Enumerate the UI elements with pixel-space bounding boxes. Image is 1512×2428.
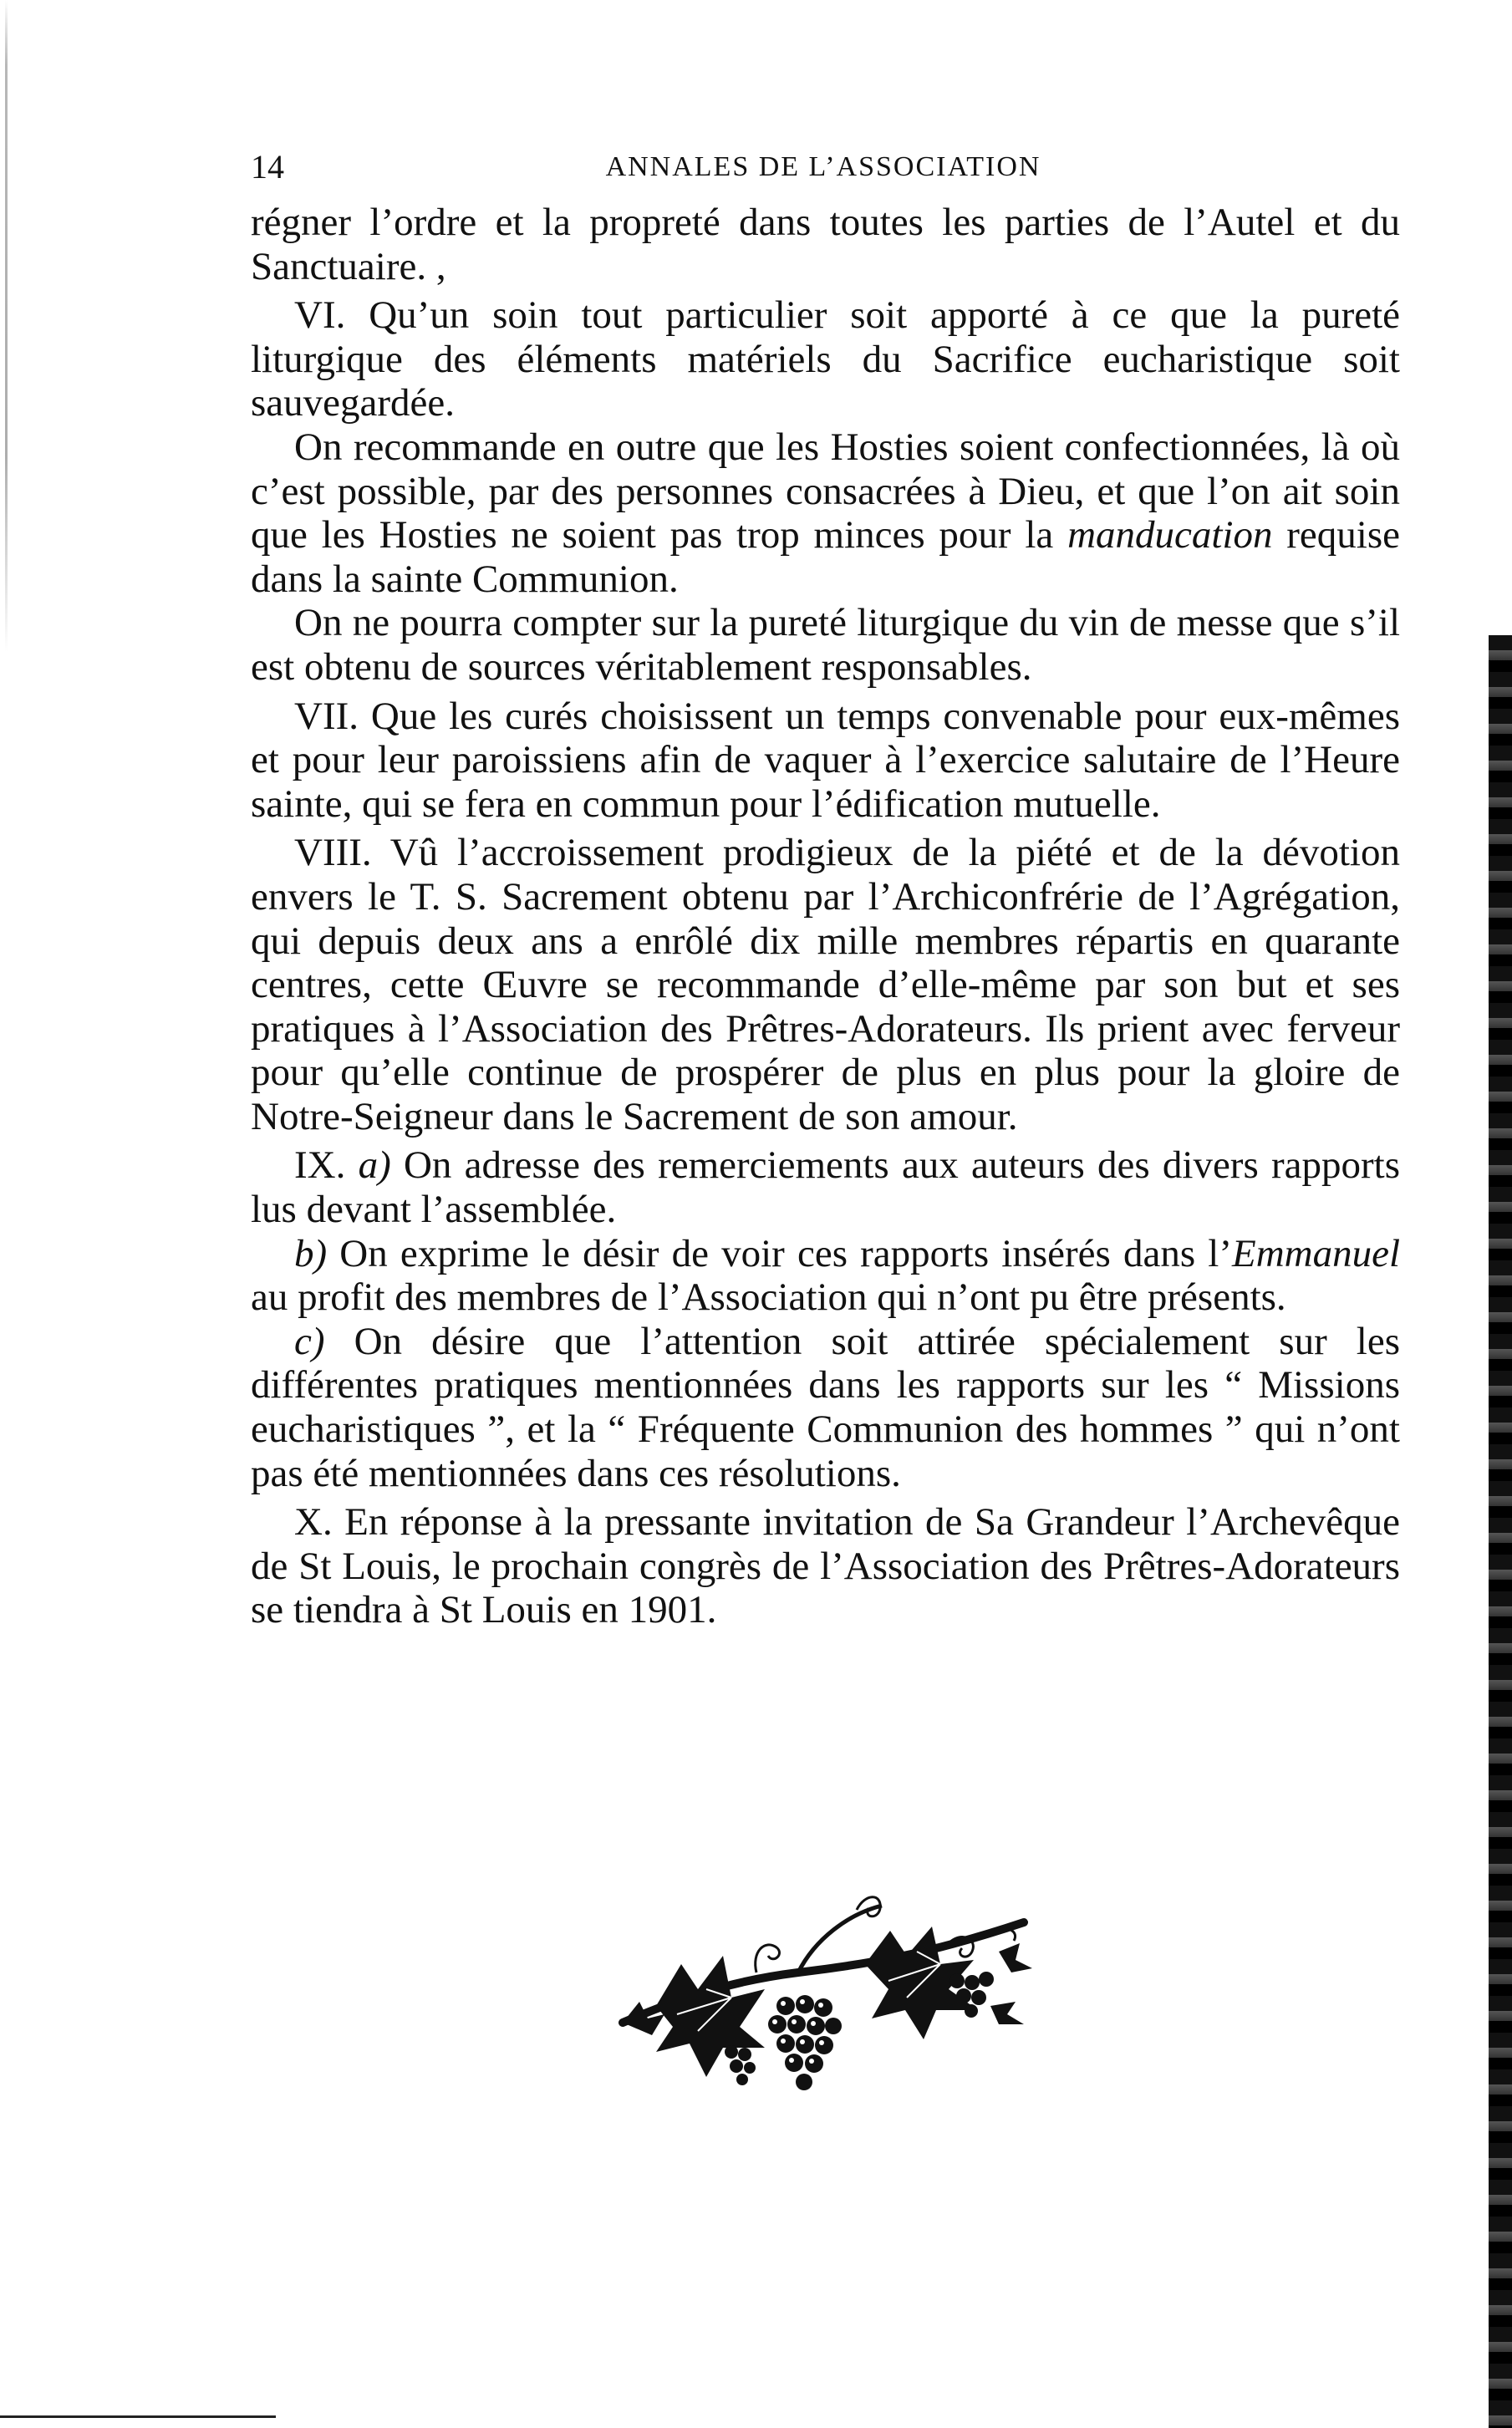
paragraph-text: VII. Que les curés choisissent un temps convenable pour eux-mêmes et pour leur paroissiens afin de vaquer à l’exercice salutaire de l’Heure sainte, qui se fera en commun pour l’édification mutuelle. (251, 694, 1400, 826)
paragraph-text: régner l’ordre et la propreté dans toutes les parties de l’Autel et du Sanctuaire. , (251, 201, 1400, 288)
paragraph-text: On ne pourra compter sur la pureté liturgique du vin de messe que s’il est obtenu de sources véritablement responsables. (251, 601, 1400, 689)
item-letter: c) (294, 1319, 325, 1363)
body-text (251, 201, 1400, 1632)
resolution-ix-a (251, 1143, 1400, 1231)
paragraph-hosties (251, 425, 1400, 601)
paragraph-text: IX. (294, 1143, 359, 1188)
italic-title: Emmanuel (1231, 1231, 1400, 1275)
item-letter: b) (294, 1231, 328, 1275)
paragraph-text: requise dans la sainte Communion. (251, 513, 1400, 601)
resolution-x (251, 1500, 1400, 1632)
paragraph-text: On adresse des remerciements aux auteurs des divers rapports lus devant l’assemblée. (251, 1143, 1400, 1232)
page-header (251, 142, 1396, 192)
bottom-rule (0, 2415, 276, 2418)
resolution-vii (251, 695, 1400, 827)
paragraph-vin (251, 601, 1400, 689)
resolution-vi (251, 293, 1400, 425)
item-letter: a) (358, 1143, 391, 1188)
paragraph-text: On exprime le désir de voir ces rapports insérés dans l’ (327, 1231, 1232, 1275)
paragraph-text: X. En réponse à la pressante invitation de Sa Grandeur l’Archevêque de St Louis, le prochain congrès de l’Association des Prêtres-Adorateurs se tiendra à St Louis en 1901. (251, 1500, 1400, 1632)
paragraph-text: au profit des membres de l’Association qui n’ont pu être présents. (251, 1275, 1286, 1320)
paragraph-continuation (251, 201, 1400, 288)
resolution-viii (251, 831, 1400, 1138)
book-edge-shadow (1489, 635, 1512, 2428)
paragraph-text: On recommande en outre que les Hosties soient confectionnées, là où c’est possible, par des personnes consacrées à Dieu, et que l’on ait soin que les Hosties ne soient pas trop minces pour la (251, 425, 1400, 557)
resolution-ix-b (251, 1232, 1400, 1320)
resolution-ix-c (251, 1320, 1400, 1495)
grapevine-ornament-icon (606, 1872, 1041, 2123)
paragraph-text: VI. Qu’un soin tout particulier soit apporté à ce que la pureté liturgique des éléments matériels du Sacrifice eucharistique soit sauvegardée. (251, 293, 1400, 425)
page-left-edge (5, 0, 8, 652)
running-title: ANNALES DE L’ASSOCIATION (605, 151, 1041, 182)
paragraph-text: VIII. Vû l’accroissement prodigieux de la piété et de la dévotion envers le T. S. Sacrement obtenu par l’Archiconfrérie de l’Agrégation, qui depuis deux ans a enrôlé dix mille membres répartis en quarante centres, cette Œuvre se recommande d’elle-même par son but et ses pratiques à l’Association des Prêtres-Adorateurs. Ils prient avec ferveur pour qu’elle continue de prospérer de plus en plus pour la gloire de Notre-Seigneur dans le Sacrement de son amour. (251, 831, 1400, 1138)
italic-term: manducation (1067, 513, 1273, 557)
paragraph-text: On désire que l’attention soit attirée spécialement sur les différentes pratiques mentionnées dans les rapports sur les “ Missions eucharistiques ”, et la “ Fréquente Communion des hommes ” qui n’ont pas été mentionnées dans ces résolutions. (251, 1319, 1400, 1495)
page-number: 14 (251, 148, 284, 186)
